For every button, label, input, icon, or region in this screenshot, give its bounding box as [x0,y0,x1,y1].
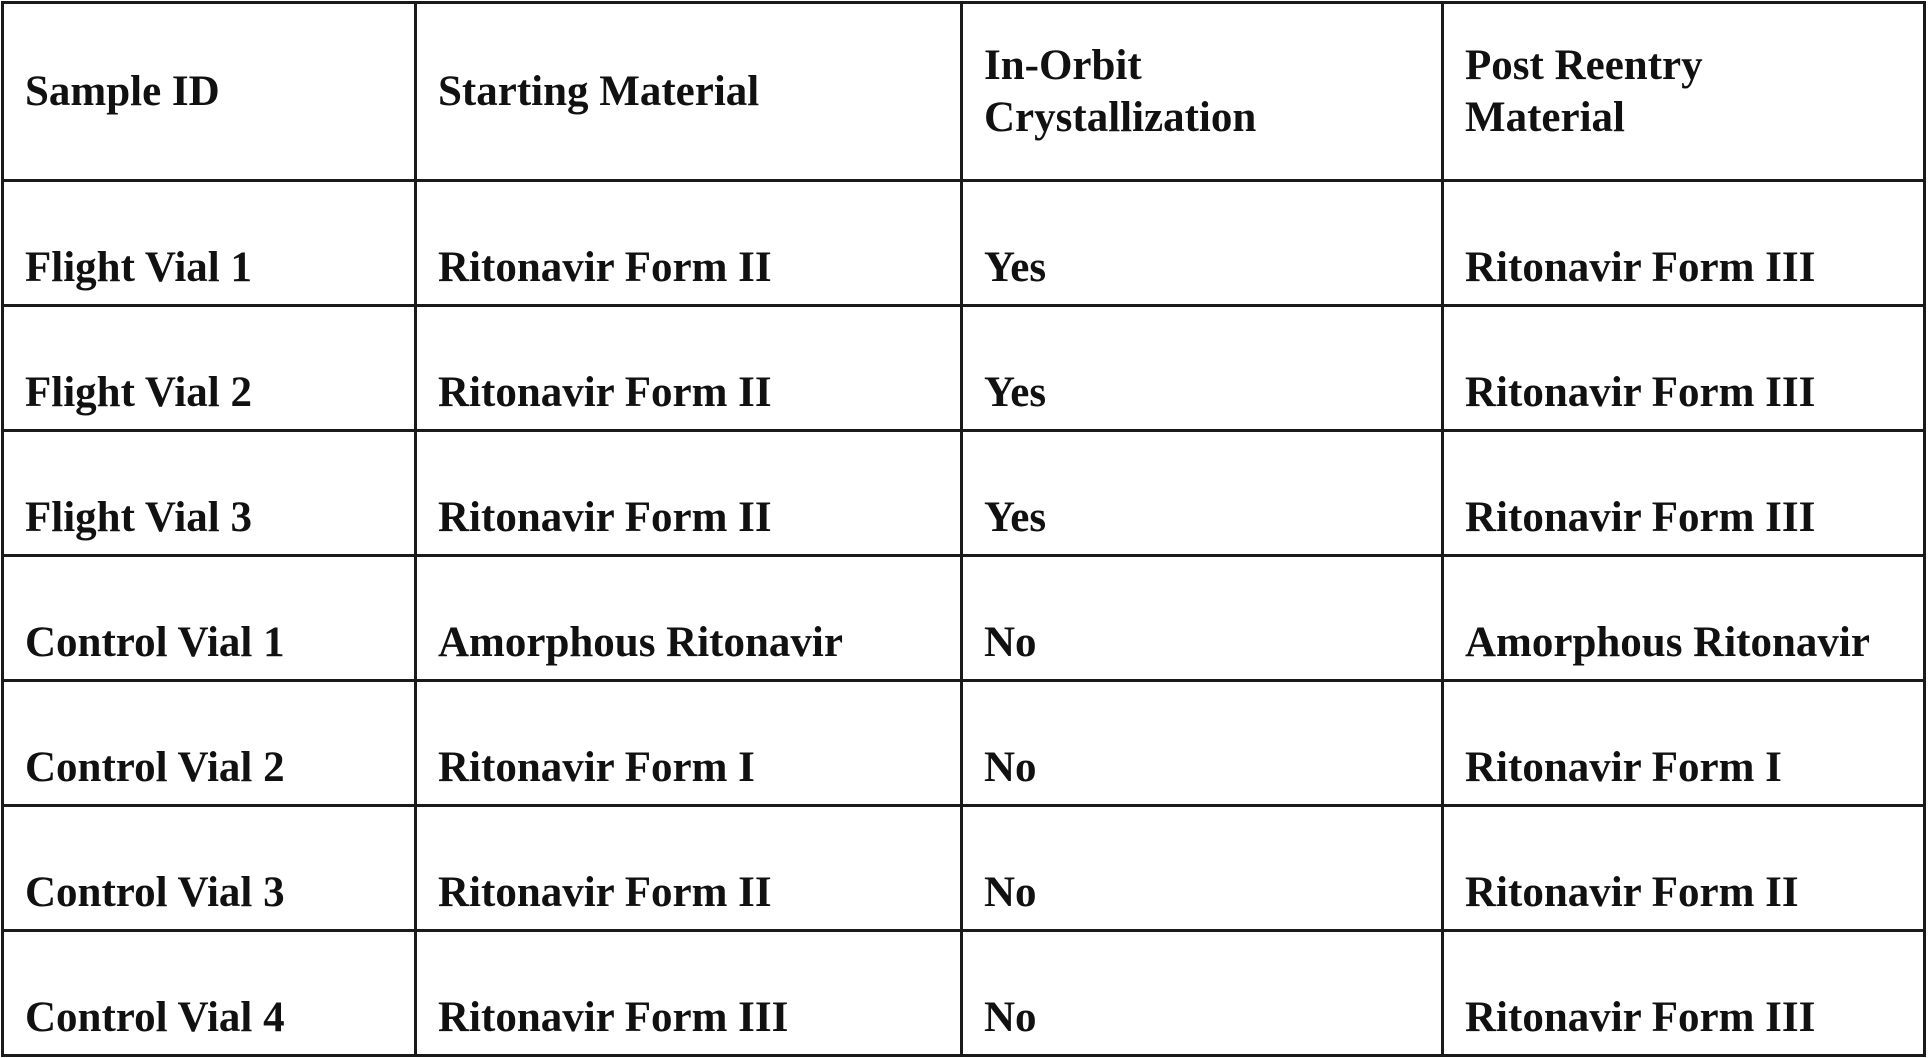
cell-in-orbit-crystallization: Yes [962,431,1443,556]
cell-post-reentry-material: Ritonavir Form III [1443,181,1925,306]
table-row [3,556,1925,681]
cell-post-reentry-material: Ritonavir Form II [1443,806,1925,931]
header-starting-material: Starting Material [416,3,962,181]
header-sample-id: Sample ID [3,3,416,181]
cell-sample-id: Control Vial 1 [3,556,416,681]
table-header-row [3,3,1925,181]
cell-sample-id: Flight Vial 1 [3,181,416,306]
cell-starting-material: Ritonavir Form I [416,681,962,806]
cell-sample-id: Control Vial 4 [3,931,416,1056]
cell-post-reentry-material: Ritonavir Form I [1443,681,1925,806]
cell-in-orbit-crystallization: No [962,681,1443,806]
cell-in-orbit-crystallization: No [962,556,1443,681]
header-post-reentry-material: Post Reentry Material [1443,3,1925,181]
cell-sample-id: Flight Vial 2 [3,306,416,431]
cell-sample-id: Control Vial 3 [3,806,416,931]
cell-post-reentry-material: Ritonavir Form III [1443,931,1925,1056]
cell-starting-material: Ritonavir Form II [416,306,962,431]
table-row [3,306,1925,431]
cell-post-reentry-material: Amorphous Ritonavir [1443,556,1925,681]
table-row [3,181,1925,306]
cell-in-orbit-crystallization: Yes [962,181,1443,306]
header-in-orbit-crystallization: In-Orbit Crystallization [962,3,1443,181]
crystallization-results-table [1,1,1926,1057]
cell-in-orbit-crystallization: No [962,806,1443,931]
cell-sample-id: Control Vial 2 [3,681,416,806]
table-row [3,806,1925,931]
table-row [3,431,1925,556]
cell-starting-material: Ritonavir Form II [416,181,962,306]
cell-post-reentry-material: Ritonavir Form III [1443,306,1925,431]
cell-starting-material: Ritonavir Form II [416,806,962,931]
cell-in-orbit-crystallization: Yes [962,306,1443,431]
cell-in-orbit-crystallization: No [962,931,1443,1056]
table-row [3,931,1925,1056]
cell-sample-id: Flight Vial 3 [3,431,416,556]
cell-post-reentry-material: Ritonavir Form III [1443,431,1925,556]
cell-starting-material: Ritonavir Form II [416,431,962,556]
cell-starting-material: Amorphous Ritonavir [416,556,962,681]
cell-starting-material: Ritonavir Form III [416,931,962,1056]
table-row [3,681,1925,806]
